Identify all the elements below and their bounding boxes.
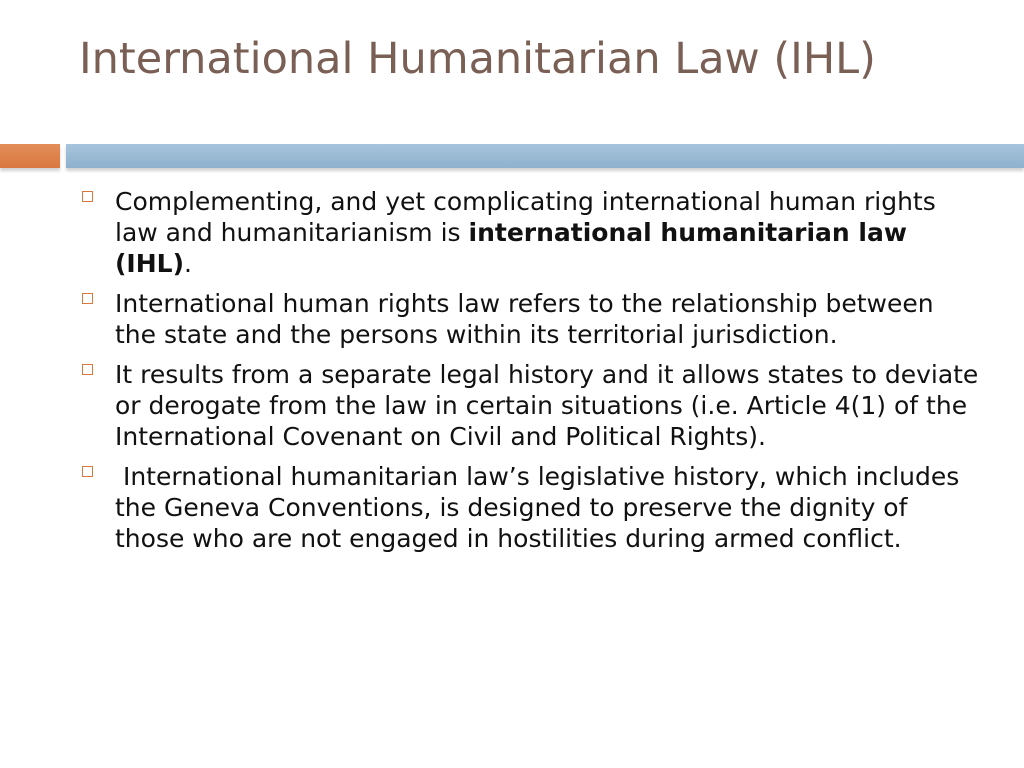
divider-accent-orange — [0, 144, 60, 168]
bullet-item-3 — [80, 359, 980, 452]
bullet-3-text: It results from a separate legal history and it allows states to deviate or derogate from the law in certain situations (i.e. Article 4(1) of the International Covenant on Civil and Political Rights). — [115, 360, 979, 451]
bullet-4-text: International humanitarian law’s legislative history, which includes the Geneva Conventions, is designed to preserve the dignity of those who are not engaged in hostilities during armed conflict. — [115, 462, 968, 553]
bullet-item-4 — [80, 461, 980, 554]
slide-title: International Humanitarian Law (IHL) — [79, 34, 876, 84]
bullet-item-2 — [80, 288, 980, 350]
bullet-icon — [82, 191, 93, 202]
bullet-item-1 — [80, 186, 980, 279]
bullet-2-text: International human rights law refers to the relationship between the state and the persons within its territorial jurisdiction. — [115, 289, 934, 349]
title-divider-bar — [0, 144, 1024, 172]
bullet-icon — [82, 293, 93, 304]
divider-accent-blue — [66, 144, 1024, 168]
bullet-1-bold-text: international humanitarian law (IHL) — [115, 218, 907, 278]
bullet-1-text-end: . — [184, 249, 192, 278]
bullet-1-text: Complementing, and yet complicating international human rights law and humanitarianism is — [115, 187, 936, 247]
bullet-icon — [82, 466, 93, 477]
bullet-list — [80, 186, 980, 563]
bullet-icon — [82, 364, 93, 375]
